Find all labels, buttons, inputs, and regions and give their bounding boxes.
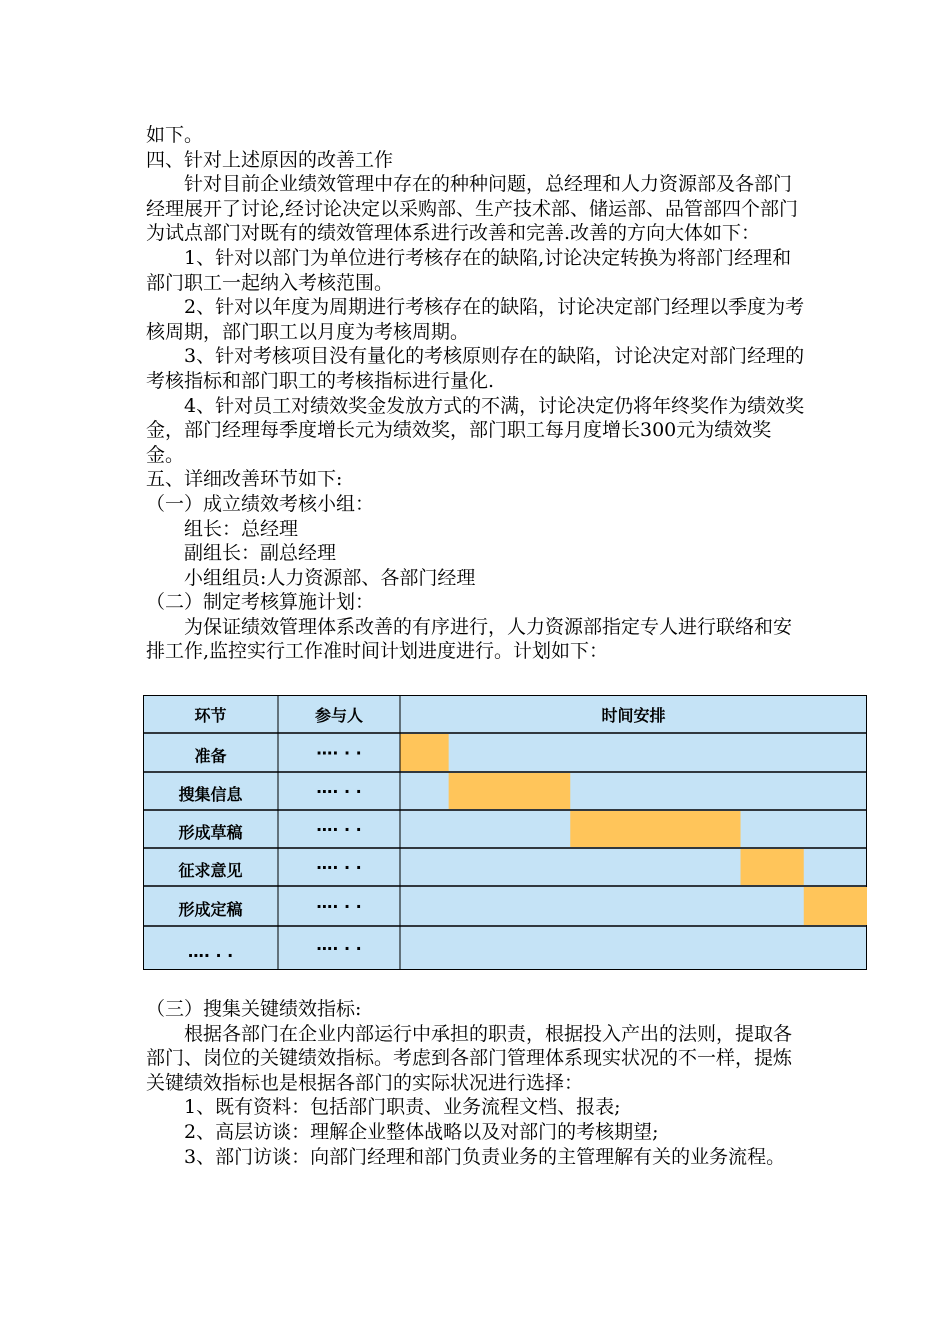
stage-label: 形成草稿 bbox=[178, 823, 243, 842]
paragraph: 2、高层访谈：理解企业整体战略以及对部门的考核期望; bbox=[184, 1120, 659, 1143]
header-2: 时间安排 bbox=[601, 706, 666, 725]
paragraph: 针对目前企业绩效管理中存在的种种问题，总经理和人力资源部及各部门经理展开了讨论,经讨论决定以采购部、生产技术部、储运部、品管部四个部门为试点部门对既有的绩效管理体系进行改善和完善.改善的方向大体如下： bbox=[146, 173, 799, 245]
stage-label: …. . . bbox=[187, 942, 234, 961]
paragraph: 如下。 bbox=[146, 124, 204, 146]
gantt-table bbox=[143, 695, 867, 970]
header-1: 参与人 bbox=[314, 706, 364, 725]
paragraph: 五、详细改善环节如下: bbox=[146, 468, 343, 491]
paragraph: 1、针对以部门为单位进行考核存在的缺陷,讨论决定转换为将部门经理和部门职工一起纳入考核范围。 bbox=[146, 246, 792, 294]
paragraph: 组长：总经理 bbox=[184, 517, 299, 540]
gantt-chart bbox=[143, 695, 867, 970]
gantt-bar bbox=[741, 849, 804, 885]
paragraph: 3、针对考核项目没有量化的考核原则存在的缺陷，讨论决定对部门经理的考核指标和部门职工的考核指标进行量化. bbox=[146, 345, 805, 392]
stage-label: 征求意见 bbox=[178, 861, 243, 880]
paragraph: （二）制定考核算施计划： bbox=[146, 591, 375, 614]
participant-label: …. . . bbox=[316, 778, 362, 797]
gantt-bar bbox=[400, 734, 449, 771]
paragraph: 四、针对上述原因的改善工作 bbox=[146, 148, 394, 171]
bottom-text bbox=[146, 997, 808, 1169]
participant-label: …. . . bbox=[316, 935, 362, 954]
participant-label: …. . . bbox=[316, 893, 362, 912]
participant-label: …. . . bbox=[316, 816, 362, 835]
header-0: 环节 bbox=[194, 706, 227, 725]
stage-label: 搜集信息 bbox=[178, 785, 243, 804]
stage-label: 形成定稿 bbox=[178, 900, 243, 919]
paragraph: （一）成立绩效考核小组： bbox=[146, 492, 375, 515]
gantt-bar bbox=[570, 811, 740, 847]
table-background bbox=[144, 696, 867, 970]
paragraph: 副组长：副总经理 bbox=[184, 542, 337, 565]
paragraph: 根据各部门在企业内部运行中承担的职责，根据投入产出的法则，提取各部门、岗位的关键绩效指标。考虑到各部门管理体系现实状况的不一样，提炼关键绩效指标也是根据各部门的实际状况进行选择： bbox=[146, 1022, 793, 1094]
gantt-bar bbox=[804, 887, 867, 925]
paragraph: 4、针对员工对绩效奖金发放方式的不满，讨论决定仍将年终奖作为绩效奖金，部门经理每季度增长元为绩效奖，部门职工每月度增长300元为绩效奖金。 bbox=[146, 394, 805, 466]
paragraph: 小组组员:人力资源部、各部门经理 bbox=[184, 566, 476, 589]
paragraph: 为保证绩效管理体系改善的有序进行，人力资源部指定专人进行联络和安排工作,监控实行工作准时间计划进度进行。计划如下： bbox=[146, 615, 793, 663]
participant-label: …. . . bbox=[316, 854, 362, 873]
paragraph: 1、既有资料：包括部门职责、业务流程文档、报表; bbox=[184, 1096, 621, 1119]
gantt-bar bbox=[449, 773, 571, 809]
participant-label: …. . . bbox=[316, 739, 362, 759]
paragraph: 3、部门访谈：向部门经理和部门负责业务的主管理解有关的业务流程。 bbox=[184, 1145, 786, 1168]
stage-label: 准备 bbox=[194, 746, 227, 766]
paragraph: 2、针对以年度为周期进行考核存在的缺陷，讨论决定部门经理以季度为考核周期，部门职工以月度为考核周期。 bbox=[146, 296, 805, 343]
paragraph: （三）搜集关键绩效指标: bbox=[146, 998, 362, 1020]
top-text bbox=[146, 123, 808, 664]
